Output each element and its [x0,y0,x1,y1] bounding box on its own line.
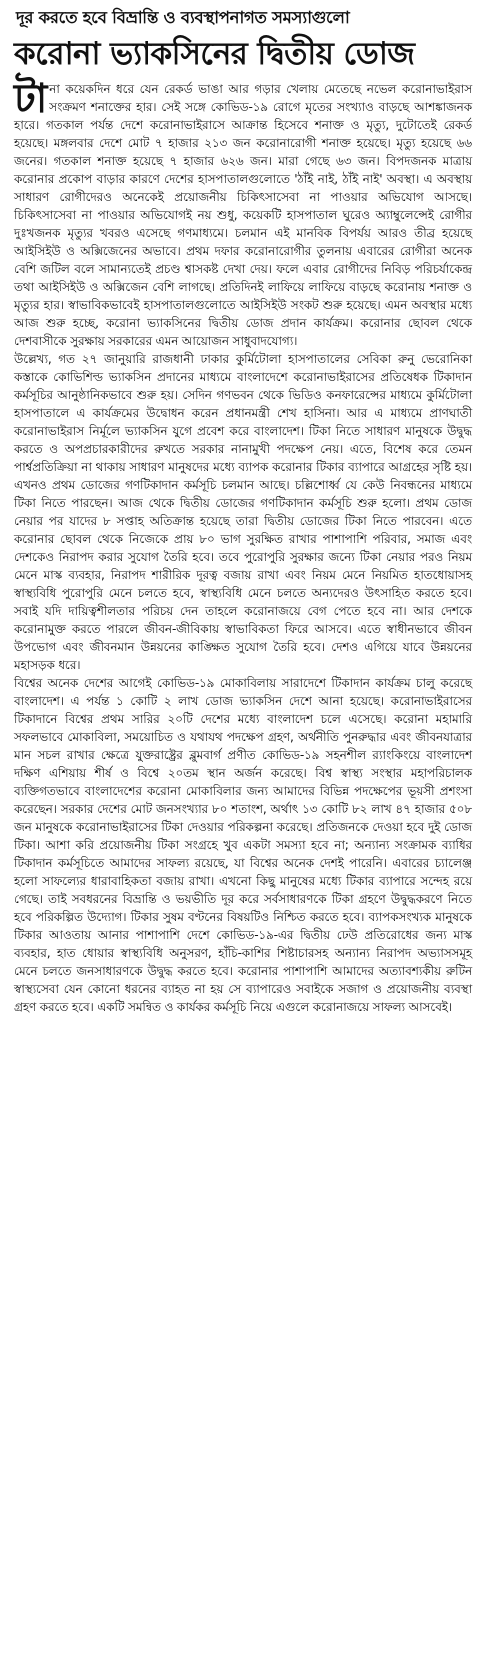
article-paragraph-1 [14,76,472,350]
article-body [14,76,472,1016]
paragraph-1-text: না কয়েকদিন ধরে যেন রেকর্ড ভাঙা আর গড়ার খেলায় মেতেছে নভেল করোনাভাইরাস সংক্রমণ শনাক্তের হার। সেই সঙ্গে কোভিড-১৯ রোগে মৃতের সংখ্যাও বাড়ছে আশঙ্কাজনক হারে। গতকাল পর্যন্ত দেশে করোনাভাইরাসে আক্রান্ত হিসেবে শনাক্ত ও মৃত্যু, দুটোতেই রেকর্ড হয়েছে। মঙ্গলবার দেশে মোট ৭ হাজার ২১৩ জন করোনারোগী শনাক্ত হয়েছে। মৃত্যু হয়েছে ৬৬ জনের। গতকাল শনাক্ত হয়েছে ৭ হাজার ৬২৬ জন। মারা গেছে ৬৩ জন। বিপদজনক মাত্রায় করোনার প্রকোপ বাড়ার কারণে দেশের হাসপাতালগুলোতে 'ঠাঁই নাই, ঠাঁই নাই' অবস্থা। এ অবস্থায় সাধারণ রোগীদেরও অনেকেই প্রয়োজনীয় চিকিৎসাসেবা না পাওয়ার অভিযোগ আসছে। চিকিৎসাসেবা না পাওয়ার অভিযোগই নয় শুধু, কয়েকটি হাসপাতাল ঘুরেও অ্যাম্বুলেন্সেই রোগীর দুঃখজনক মৃত্যুর খবরও এসেছে গণমাধ্যমে। চলমান এই মানবিক বিপর্যয় আরও তীব্র হয়েছে আইসিইউ ও অক্সিজেনের অভাবে। প্রথম দফার করোনারোগীর তুলনায় এবারের রোগীরা অনেক বেশি জটিল বলে সামান্যতেই প্রচণ্ড শ্বাসকষ্ট দেখা দেয়। ফলে এবার রোগীদের নিবিড় পরিচর্যাকেন্দ্র তথা আইসিইউ ও অক্সিজেন বেশি লাগছে। প্রতিদিনই লাফিয়ে লাফিয়ে বাড়ছে করোনায় শনাক্ত ও মৃত্যুর হার। স্বাভাবিকভাবেই হাসপাতালগুলোতে আইসিইউ সংকট শুরু হয়েছে। এমন অবস্থার মধ্যে আজ শুরু হচ্ছে, করোনা ভ্যাকসিনের দ্বিতীয় ডোজ প্রদান কার্যক্রম। করোনার ছোবল থেকে দেশবাসীকে সুরক্ষায় সরকারের এমন আয়োজন সাধুবাদযোগ্য। [14,82,472,348]
article-headline: করোনা ভ্যাকসিনের দ্বিতীয় ডোজ [14,36,415,72]
article-kicker: দূর করতে হবে বিভ্রান্তি ও ব্যবস্থাপনাগত সমস্যাগুলো [16,8,350,27]
drop-cap: টা [14,76,48,122]
article-paragraph-3: বিশ্বের অনেক দেশের আগেই কোভিড-১৯ মোকাবিলায় সারাদেশে টিকাদান কার্যক্রম চালু করেছে বাংলাদেশ। এ পর্যন্ত ১ কোটি ২ লাখ ডোজ ভ্যাকসিন দেশে আনা হয়েছে। করোনাভাইরাসের টিকাদানে বিশ্বের প্রথম সারির ২০টি দেশের মধ্যে বাংলাদেশ চলে এসেছে। করোনা মহামারি সফলভাবে মোকাবিলা, সময়োচিত ও যথাযথ পদক্ষেপ গ্রহণ, অর্থনীতি পুনরুদ্ধার এবং জীবনযাত্রার মান সচল রাখার ক্ষেত্রে যুক্তরাষ্ট্রের ব্লুমবার্গ প্রণীত কোভিড-১৯ সহনশীল র‍্যাংকিংয়ে বাংলাদেশ দক্ষিণ এশিয়ায় শীর্ষ ও বিশ্বে ২০তম স্থান অর্জন করেছে। বিশ্ব স্বাস্থ্য সংস্থার মহাপরিচালক ব্যক্তিগতভাবে বাংলাদেশের করোনা মোকাবিলার জন্য আমাদের বিভিন্ন পদক্ষেপের ভূয়সী প্রশংসা করেছেন। সরকার দেশের মোট জনসংখ্যার ৮০ শতাংশ, অর্থাৎ ১৩ কোটি ৮২ লাখ ৪৭ হাজার ৫০৮ জন মানুষকে করোনাভাইরাসের টিকা দেওয়ার পরিকল্পনা করেছে। প্রতিজনকে দেওয়া হবে দুই ডোজ টিকা। আশা করি প্রয়োজনীয় টিকা সংগ্রহে খুব একটা সমস্যা হবে না; অন্যান্য সংক্রামক ব্যাধির টিকাদান কর্মসূচিতে আমাদের সাফল্য রয়েছে, যা বিশ্বের অনেক দেশই পারেনি। এবারের চ্যালেঞ্জ হলো সাফল্যের ধারাবাহিকতা বজায় রাখা। এখনো কিছু মানুষের মধ্যে টিকার ব্যাপারে সন্দেহ রয়ে গেছে। তাই সবধরনের বিভ্রান্তি ও ভয়ভীতি দূর করে সর্বসাধারণকে টিকা গ্রহণে উদ্বুদ্ধকরণে নিতে হবে পরিকল্পিত উদ্যোগ। টিকার সুষম বণ্টনের বিষয়টিও নিশ্চিত করতে হবে। ব্যাপকসংখ্যক মানুষকে টিকার আওতায় আনার পাশাপাশি দেশে কোভিড-১৯-এর দ্বিতীয় ঢেউ প্রতিরোধের জন্য মাস্ক ব্যবহার, হাত ধোয়ার স্বাস্থ্যবিধি অনুসরণ, হাঁচি-কাশির শিষ্টাচারসহ অন্যান্য নিরাপদ অভ্যাসসমূহ মেনে চলতে জনসাধারণকে উদ্বুদ্ধ করতে হবে। করোনার পাশাপাশি আমাদের অত্যাবশ্যকীয় রুটিন স্বাস্থ্যসেবা যেন কোনো ধরনের ব্যাহত না হয় সে ব্যাপারেও সবাইকে সজাগ ও প্রয়োজনীয় ব্যবস্থা গ্রহণ করতে হবে। একটি সমন্বিত ও কার্যকর কর্মসূচি নিয়ে এগুলে করোনাজয়ে সাফল্য আসবেই। [14,676,472,1014]
article-paragraph-2: উল্লেখ্য, গত ২৭ জানুয়ারি রাজধানী ঢাকার কুর্মিটোলা হাসপাতালের সেবিকা রুনু ভেরোনিকা কস্তাকে কোভিশিল্ড ভ্যাকসিন প্রদানের মাধ্যমে বাংলাদেশে করোনাভাইরাসের প্রতিষেধক টিকাদান কর্মসূচির আনুষ্ঠানিকভাবে শুরু হয়। সেদিন গণভবন থেকে ভিডিও কনফারেন্সের মাধ্যমে কুর্মিটোলা হাসপাতালে এ কার্যক্রমের উদ্বোধন করেন প্রধানমন্ত্রী শেখ হাসিনা। আর এ মাধ্যমে প্রাণঘাতী করোনাভাইরাস নির্মূলে ভ্যাকসিন যুগে প্রবেশ করে বাংলাদেশ। টিকা নিতে সাধারণ মানুষকে উদ্বুদ্ধ করতে ও অপপ্রচারকারীদের রুখতে সরকার নানামুখী পদক্ষেপ নেয়। এতে, বিশেষ করে তেমন পার্শ্বপ্রতিক্রিয়া না থাকায় সাধারণ মানুষদের মধ্যে ব্যাপক করোনার টিকার ব্যাপারে আগ্রহের সৃষ্টি হয়। এখনও প্রথম ডোজের গণটিকাদান কর্মসূচি চলমান আছে। চল্লিশোর্ধ্ব যে কেউ নিবন্ধনের মাধ্যমে টিকা নিতে পারছেন। আজ থেকে দ্বিতীয় ডোজের গণটিকাদান কর্মসূচি শুরু হলো। প্রথম ডোজ নেয়ার পর যাদের ৮ সপ্তাহ অতিক্রান্ত হয়েছে তারা দ্বিতীয় ডোজের টিকা নিতে পারবেন। এতে করোনার ছোবল থেকে নিজেকে প্রায় ৮০ ভাগ সুরক্ষিত রাখার পাশাপাশি পরিবার, সমাজ এবং দেশকেও নিরাপদ করার সুযোগ তৈরি হবে। তবে পুরোপুরি সুরক্ষার জন্যে টিকা নেয়ার পরও নিয়ম মেনে মাস্ক ব্যবহার, নিরাপদ শারীরিক দূরত্ব বজায় রাখা এবং নিয়ম মেনে নিয়মিত হাতধোয়াসহ স্বাস্থ্যবিধি পুরোপুরি মেনে চলতে হবে, স্বাস্থ্যবিধি মেনে চলতে অন্যদেরও উৎসাহিত করতে হবে। সবাই যদি দায়িত্বশীলতার পরিচয় দেন তাহলে করোনাজয়ে বেগ পেতে হবে না। আর দেশকে করোনামুক্ত করতে পারলে জীবন-জীবিকায় স্বাভাবিকতা ফিরে আসবে। এতে স্বাধীনভাবে জীবন উপভোগ এবং জীবনমান উন্নয়নের কাঙ্ক্ষিত সুযোগ তৈরি হবে। দেশও এগিয়ে যাবে উন্নয়নের মহাসড়ক ধরে। [14,352,472,672]
news-article [14,6,472,1016]
